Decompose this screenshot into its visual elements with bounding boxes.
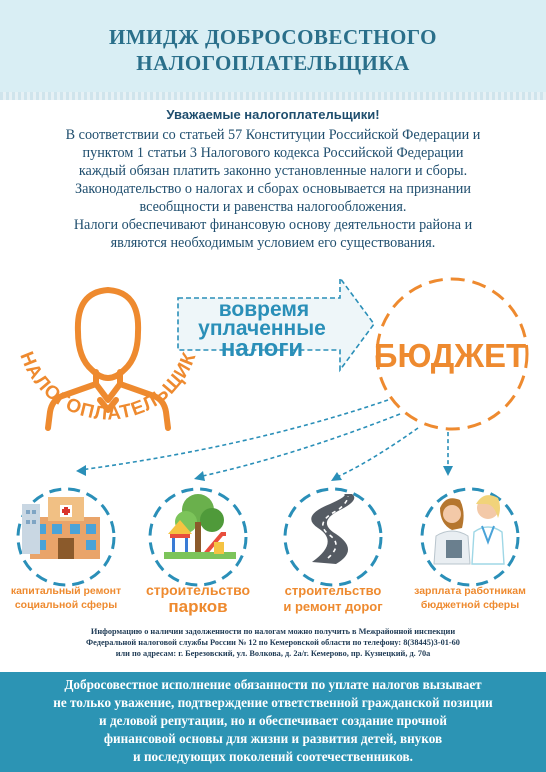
title-line-1: ИМИДЖ ДОБРОСОВЕСТНОГО bbox=[109, 25, 437, 49]
tax-flow-diagram bbox=[0, 272, 546, 632]
taxpayer-label: НАЛОГОПЛАТЕЛЬЩИК bbox=[15, 348, 201, 425]
target-label-line: капитальный ремонт bbox=[10, 585, 122, 597]
target-label-line: социальной сферы bbox=[14, 599, 118, 611]
info-line: или по адресам: г. Березовский, ул. Волкова, д. 2а/г. Кемерово, пр. Кузнецкий, д. 70а bbox=[115, 649, 431, 658]
intro-line: являются необходимым условием его существования. bbox=[110, 235, 436, 251]
arrow-line-1: вовремя bbox=[218, 298, 310, 321]
greeting: Уважаемые налогоплательщики! bbox=[166, 107, 380, 122]
contact-info bbox=[10, 626, 536, 659]
footer-text bbox=[8, 676, 538, 766]
intro-line: пунктом 1 статьи 3 Налогового кодекса Российской Федерации bbox=[82, 145, 464, 161]
footer-line: не только уважение, подтверждение ответственной гражданской позиции bbox=[53, 695, 493, 710]
intro-line: всеобщности и равенства налогообложения. bbox=[139, 199, 407, 215]
target-label-line: строительство bbox=[145, 582, 251, 598]
target-label-line: бюджетной сферы bbox=[420, 599, 520, 611]
arrow-line-2: уплаченные bbox=[198, 317, 326, 340]
info-line: Информацию о наличии задолженности по налогам можно получить в Межрайонной инспекции bbox=[90, 627, 456, 636]
target-label-line: строительство bbox=[284, 583, 382, 598]
intro-text bbox=[18, 126, 528, 252]
target-label-line: парков bbox=[168, 597, 228, 616]
arrow-line-3: налоги bbox=[220, 335, 304, 362]
footer-line: и последующих поколений соотечественников. bbox=[133, 749, 413, 764]
info-line: Федеральной налоговой службы России № 12 по Кемеровской области по телефону: 8(38445)3-01-60 bbox=[86, 638, 460, 647]
intro-line: Налоги обеспечивают финансовую основу деятельности района и bbox=[73, 217, 473, 233]
arrow-heads bbox=[76, 465, 453, 481]
budget-label: БЮДЖЕТ bbox=[373, 337, 527, 374]
target-label-line: зарплата работникам bbox=[414, 585, 526, 597]
footer-line: Добросовестное исполнение обязанности по уплате налогов вызывает bbox=[64, 677, 482, 692]
page-title bbox=[0, 24, 546, 76]
title-line-2: НАЛОГОПЛАТЕЛЬЩИКА bbox=[136, 51, 410, 75]
intro-line: Законодательство о налогах и сборах основывается на признании bbox=[75, 181, 471, 197]
intro-line: каждый обязан платить законно установленные налоги и сборы. bbox=[78, 163, 468, 179]
intro-line: В соответствии со статьей 57 Конституции Российской Федерации и bbox=[65, 127, 481, 143]
footer-line: финансовой основы для жизни и развития детей, внуков bbox=[103, 731, 443, 746]
header-divider bbox=[0, 92, 546, 100]
footer-line: и деловой репутации, но и обеспечивает создание прочной bbox=[99, 713, 447, 728]
svg-text:НАЛОГОПЛАТЕЛЬЩИК bbox=[15, 349, 200, 425]
target-label-line: и ремонт дорог bbox=[283, 599, 383, 614]
